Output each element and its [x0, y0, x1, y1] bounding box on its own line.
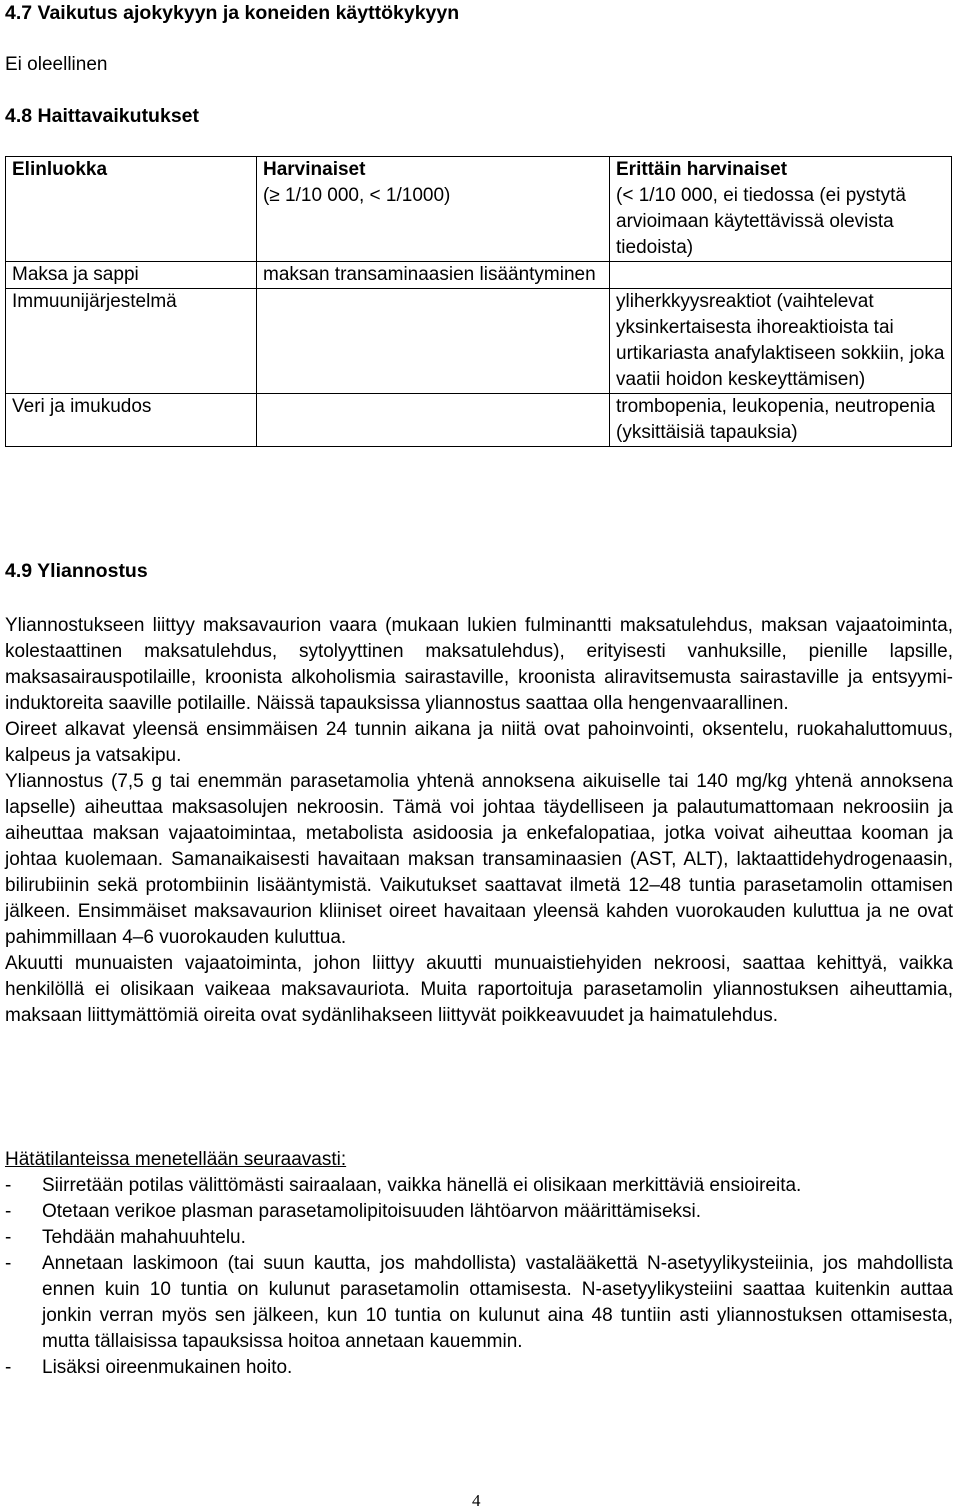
table-cell-organ: Immuunijärjestelmä [6, 289, 257, 394]
header-very-rare: Erittäin harvinaiset (< 1/10 000, ei tiedossa (ei pystytä arvioimaan käytettävissä olevista tiedoista) [610, 157, 952, 262]
table-row [6, 394, 952, 447]
table-row [6, 289, 952, 394]
paragraph: Oireet alkavat yleensä ensimmäisen 24 tunnin aikana ja niitä ovat pahoinvointi, oksentelu, ruokahaluttomuus, kalpeus ja vatsakipu. [5, 719, 953, 766]
table-cell-rare: maksan transaminaasien lisääntyminen [257, 262, 610, 289]
table-cell-rare [257, 394, 610, 447]
table-cell-organ: Veri ja imukudos [6, 394, 257, 447]
list-item: - Tehdään mahahuuhtelu. [5, 1225, 953, 1251]
header-organ-class: Elinluokka [6, 157, 257, 262]
header-rare: Harvinaiset (≥ 1/10 000, < 1/1000) [257, 157, 610, 262]
table-cell-very-rare: yliherkkyysreaktiot (vaihtelevat yksinkertaisesta ihoreaktioista tai urtikariasta anafylaktiseen sokkiin, joka vaatii hoidon keskeyttämisen) [610, 289, 952, 394]
section-4-7-title: 4.7 Vaikutus ajokykyyn ja koneiden käyttökykyyn [5, 2, 460, 24]
list-item: - Otetaan verikoe plasman parasetamolipitoisuuden lähtöarvon määrittämiseksi. [5, 1199, 953, 1225]
list-item: - Siirretään potilas välittömästi sairaalaan, vaikka hänellä ei olisikaan merkittäviä ensioireita. [5, 1173, 953, 1199]
section-4-8-title: 4.8 Haittavaikutukset [5, 105, 200, 127]
adverse-effects-table [5, 156, 952, 447]
table-cell-organ: Maksa ja sappi [6, 262, 257, 289]
table-cell-rare [257, 289, 610, 394]
section-4-9-title: 4.9 Yliannostus [5, 560, 148, 582]
paragraph: Yliannostukseen liittyy maksavaurion vaara (mukaan lukien fulminantti maksatulehdus, maksan vajaatoiminta, kolestaattinen maksatulehdus, sytolyyttinen maksatulehdus), erityisesti vanhuksille, pienille lapsille, maksasairauspotilaille, kroonista alkoholismia sairastaville, kroonista aliravitsemusta sairastaville ja entsyymi-induktoreita saaville potilaille. Näissä tapauksissa yliannostus saattaa olla hengenvaarallinen. [5, 615, 953, 714]
overdose-text [5, 613, 953, 1029]
emergency-instructions [5, 1147, 953, 1381]
paragraph: Akuutti munuaisten vajaatoiminta, johon liittyy akuutti munuaistiehyiden nekroosi, saattaa kehittyä, vaikka henkilöllä ei olisikaan vaikeaa maksavauriota. Muita raportoituja parasetamolin yliannostuksen aiheuttamia, maksaan liittymättömiä oireita ovat sydänlihakseen liittyvät poikkeavuudet ja haimatulehdus. [5, 953, 953, 1026]
table-cell-very-rare [610, 262, 952, 289]
header-very-rare-frequency: (< 1/10 000, ei tiedossa (ei pystytä arvioimaan käytettävissä olevista tiedoista) [616, 185, 906, 258]
list-item: - Annetaan laskimoon (tai suun kautta, jos mahdollista) vastalääkettä N-asetyylikysteiinia, jos mahdollista ennen kuin 10 tuntia on kulunut parasetamolin ottamisesta. N-asetyylikysteiini saattaa kuitenkin auttaa jonkin verran myös sen jälkeen, kun 10 tuntia on kulunut aina 48 tuntiin asti yliannostuksen ottamisesta, mutta tällaisissa tapauksissa hoitoa annetaan kauemmin. [5, 1253, 953, 1352]
bullet-dash: - [5, 1253, 12, 1274]
table-header-row [6, 157, 952, 262]
header-rare-frequency: (≥ 1/10 000, < 1/1000) [263, 185, 451, 206]
table-row [6, 262, 952, 289]
bullet-dash: - [5, 1357, 12, 1378]
bullet-dash: - [5, 1175, 12, 1196]
list-item: - Lisäksi oireenmukainen hoito. [5, 1355, 953, 1381]
emergency-title: Hätätilanteissa menetellään seuraavasti: [5, 1149, 347, 1170]
paragraph: Yliannostus (7,5 g tai enemmän parasetamolia yhtenä annoksena aikuiselle tai 140 mg/kg yhtenä annoksena lapselle) aiheuttaa maksasolujen nekroosin. Tämä voi johtaa täydelliseen ja palautumattomaan nekroosiin ja aiheuttaa maksan vajaatoimintaa, metabolista asidoosia ja enkefalopatiaa, jotka voivat aiheuttaa kooman ja johtaa kuolemaan. Samanaikaisesti havaitaan maksan transaminaasien (AST, ALT), laktaattidehydrogenaasin, bilirubiinin sekä protombiinin lisääntymistä. Vaikutukset saattavat ilmetä 12–48 tuntia parasetamolin ottamisen jälkeen. Ensimmäiset maksavaurion kliiniset oireet havaitaan yleensä kahden vuorokauden kuluttua ja ne ovat pahimmillaan 4–6 vuorokauden kuluttua. [5, 771, 953, 948]
bullet-dash: - [5, 1201, 12, 1222]
section-4-7-text: Ei oleellinen [5, 54, 108, 75]
bullet-dash: - [5, 1227, 12, 1248]
page-number: 4 [472, 1491, 481, 1510]
table-cell-very-rare: trombopenia, leukopenia, neutropenia (yksittäisiä tapauksia) [610, 394, 952, 447]
emergency-steps-list [5, 1173, 953, 1381]
